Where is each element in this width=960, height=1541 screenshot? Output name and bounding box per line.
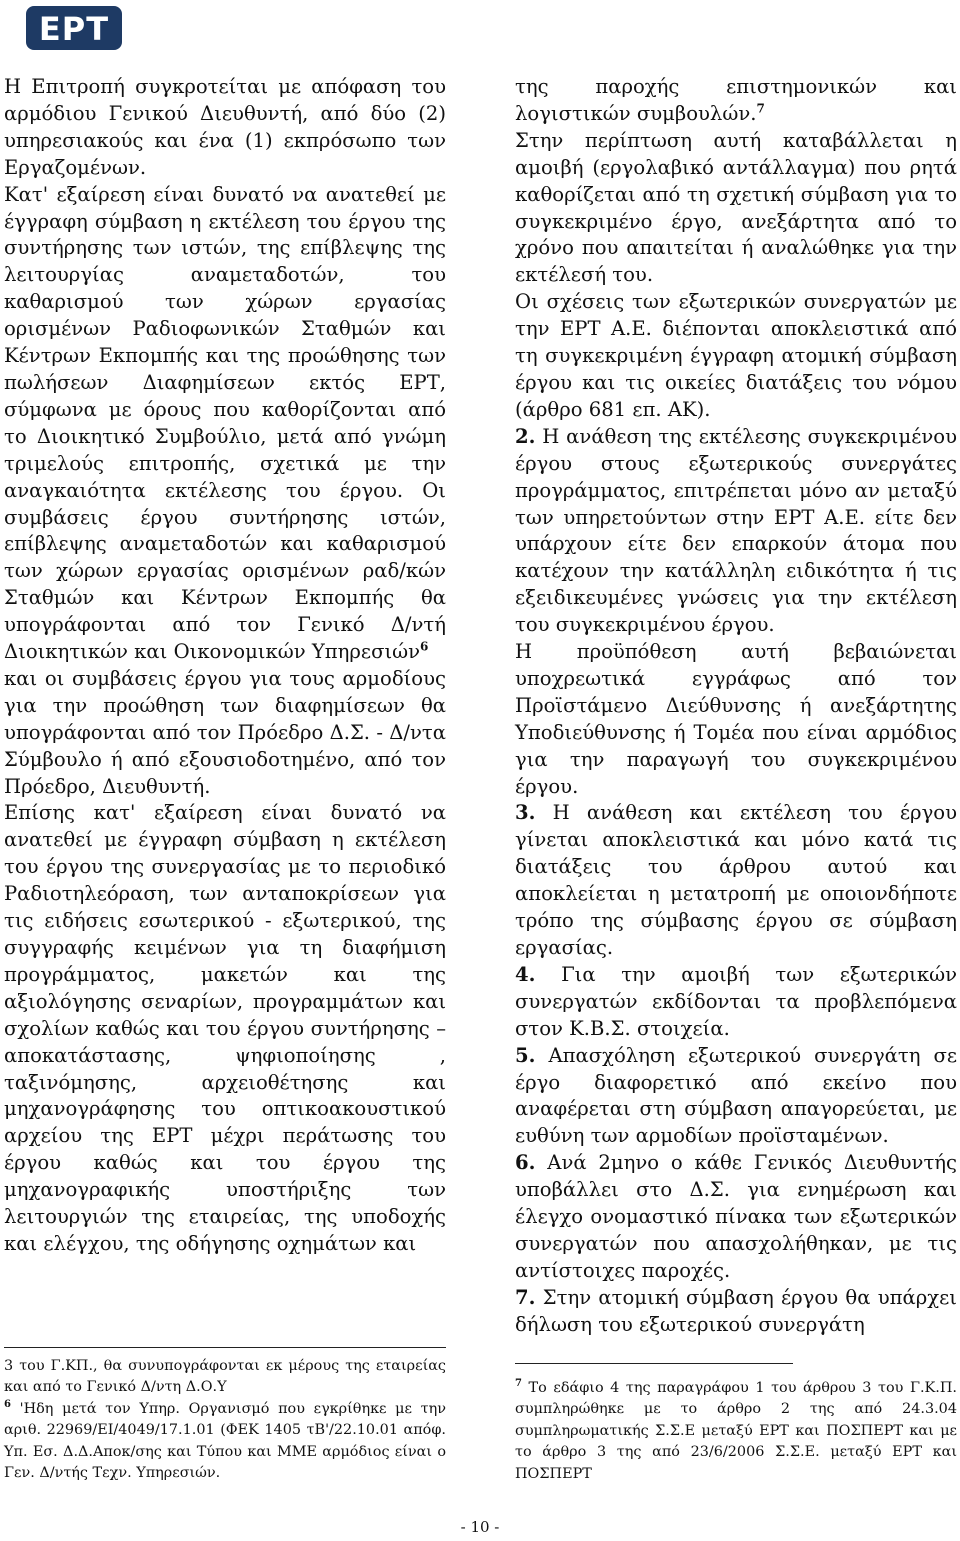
footnote-text: Το εδάφιο 4 της παραγράφου 1 του άρθρου 3 του Γ.Κ.Π. συμπληρώθηκε με το άρθρο 2 της από 24.3.04 συμπληρωματικής Σ.Σ.Ε μεταξύ ΕΡΤ και ΠΟΣΠΕΡΤ και με το άρθρο 3 της από 23/6/2006 Σ.Σ.Ε. μεταξύ ΕΡΤ και ΠΟΣΠΕΡΤ [515,1380,957,1482]
section-7 [515,1285,957,1339]
section-number: 7. [515,1285,536,1309]
left-column [4,74,446,1258]
section-text: Στην ατομική σύμβαση έργου θα υπάρχει δήλωση του εξωτερικού συνεργάτη [515,1285,957,1336]
section-6 [515,1150,957,1285]
logo-text: ΕΡΤ [38,10,110,48]
paragraph: και οι συμβάσεις έργου για τους αρμοδίους για την προώθηση των διαφημίσεων θα υπογράφονται από τον Πρόεδρο Δ.Σ. - Δ/ντα Σύμβουλο ή από εξουσιοδοτημένο, από τον Πρόεδρο, Διευθυντή. [4,666,446,798]
ert-logo-mark [26,6,122,50]
section-text: Ανά 2μηνο ο κάθε Γενικός Διευθυντής υποβάλλει στο Δ.Σ. για ενημέρωση και έλεγχο ονομαστικό πίνακα των εξωτερικών συνεργατών που απασχολήθηκαν, με τις αντίστοιχες παροχές. [515,1151,957,1282]
section-number: 5. [515,1043,536,1067]
section-number: 4. [515,962,536,986]
section-number: 3. [515,801,536,825]
section-number: 6. [515,1151,536,1175]
section-5 [515,1043,957,1151]
section-text: Η ανάθεση και εκτέλεση του έργου γίνεται αποκλειστικά και μόνο κατά τις διατάξεις του άρθρου αυτού και αποκλείεται η μετατροπή με οποιονδήποτε τρόπο της σύμβασης έργου σε σύμβαση εργασίας. [515,801,957,959]
paragraph: Στην περίπτωση αυτή καταβάλλεται η αμοιβή (εργολαβικό αντάλλαγμα) που ρητά καθορίζεται από τη σχετική σύμβαση για το συγκεκριμένο έργο, ανεξάρτητα από το χρόνο που απαιτείται ή αναλώθηκε για την εκτέλεσή του. [515,128,957,287]
footnote-ref-7[interactable]: 7 [756,101,765,116]
section-text: Η ανάθεση της εκτέλεσης συγκεκριμένου έργου στους εξωτερικούς συνεργάτες προγράμματος, επιτρέπεται μόνο αν μεταξύ των υπηρετούντων στην ΕΡΤ Α.Ε. είτε δεν υπάρχουν είτε δεν επαρκούν άτομα που κατέχουν την κατάλληλη ειδικότητα ή τις εξειδικευμένες γνώσεις για την εκτέλεση του συγκεκριμένου έργου. [515,424,957,637]
footnote-divider-left [4,1347,446,1348]
section-4 [515,962,957,1043]
section-number: 2. [515,424,536,448]
page-number: - 10 - [460,1518,500,1536]
footnote-7 [515,1378,957,1485]
paragraph: Επίσης κατ' εξαίρεση είναι δυνατό να ανατεθεί με έγγραφη σύμβαση η εκτέλεση του έργου της συνεργασίας με το περιοδικό Ραδιοτηλεόραση, των ανταποκρίσεων για τις ειδήσεις εσωτερικού - εξωτερικού, της συγγραφής κειμένων για τη διαφήμιση προγράμματος, μακετών και της αξιολόγησης σεναρίων, προγραμμάτων και σχολίων καθώς και του έργου συντήρησης – αποκατάστασης, ψηφιοποίησης , ταξινόμησης, αρχειοθέτησης και μηχανογράφησης του οπτικοακουστικού αρχείου της ΕΡΤ μέχρι περάτωσης του έργου καθώς και του έργου της μηχανογραφικής υποστήριξης των λειτουργιών της εταιρείας, της υποδοχής και ελέγχου, της οδήγησης οχημάτων και [4,801,446,1255]
paragraph [515,74,957,128]
footnotes-right [515,1378,957,1485]
footnote-6 [4,1399,446,1485]
paragraph-text: Κατ' εξαίρεση είναι δυνατό να ανατεθεί με έγγραφη σύμβαση η εκτέλεση του έργου της συντήρησης των ιστών, της επίβλεψης της λειτουργίας αναμεταδοτών, του καθαρισμού των χώρων εργασίας ορισμένων Ραδιοφωνικών Σταθμών και Κέντρων Εκπομπής και της προώθησης των πωλήσεων Διαφημίσεων εκτός ΕΡΤ, σύμφωνα με όρους που καθορίζονται από το Διοικητικό Συμβούλιο, μετά από γνώμη τριμελούς επιτροπής, σχετικά με την αναγκαιότητα εκτέλεσης του έργου. Οι συμβάσεις έργου συντήρησης ιστών, επίβλεψης αναμεταδοτών και καθαρισμού των χώρων εργασίας ορισμένων ραδ/κών Σταθμών και Κέντρων Εκπομπής θα υπογράφονται από τον Γενικό Δ/ντή Διοικητικών και Οικονομικών Υπηρεσιών [4,182,446,664]
section-text: Απασχόληση εξωτερικού συνεργάτη σε έργο διαφορετικό από εκείνο που αναφέρεται στη σύμβαση απαγορεύεται, με ευθύνη των αρμοδίων προϊσταμένων. [515,1043,957,1148]
footnote-ref-6[interactable]: 6 [420,639,429,654]
footnote-continuation: 3 του Γ.ΚΠ., θα συνυπογράφονται εκ μέρους της εταιρείας και από το Γενικό Δ/ντη Δ.Ο.Υ [4,1358,446,1396]
section-3 [515,800,957,961]
footnote-text: 'Ηδη μετά τον Υπηρ. Οργανισμό που εγκρίθηκε με την αριθ. 22969/ΕΙ/4049/17.1.01 (ΦΕΚ 1405 τΒ'/22.10.01 απόφ. Υπ. Εσ. Δ.Δ.Αποκ/σης και Τύπου και ΜΜΕ αρμόδιος είναι ο Γεν. Δ/ντής Τεχν. Υπηρεσιών. [4,1400,446,1482]
paragraph: Οι σχέσεις των εξωτερικών συνεργατών με την ΕΡΤ Α.Ε. διέπονται αποκλειστικά από τη συγκεκριμένη έγγραφη ατομική σύμβαση έργου και τις οικείες διατάξεις του νόμου (άρθρο 681 επ. ΑΚ). [515,290,957,421]
paragraph-text: της παροχής επιστημονικών και λογιστικών συμβουλών. [515,75,957,125]
ert-logo [26,6,122,50]
footnote-mark: 6 [4,1399,11,1411]
paragraph: Η προϋπόθεση αυτή βεβαιώνεται υποχρεωτικά εγγράφως από τον Προϊστάμενο Διεύθυνσης ή ανεξάρτητης Υποδιεύθυνσης ή Τομέα που είναι αρμόδιος για την παραγωγή του συγκεκριμένου έργου. [515,640,957,798]
footnote-mark: 7 [515,1378,522,1390]
section-2 [515,424,957,639]
paragraph: Η Επιτροπή συγκροτείται με απόφαση του αρμόδιου Γενικού Διευθυντή, από δύο (2) υπηρεσιακούς και ένα (1) εκπρόσωπο των Εργαζομένων. [4,75,446,179]
paragraph [4,182,446,666]
footnote-divider-right [515,1363,793,1364]
right-column [515,74,957,1339]
footnotes-left [4,1356,446,1484]
section-text: Για την αμοιβή των εξωτερικών συνεργατών εκδίδονται τα προβλεπόμενα στον Κ.Β.Σ. στοιχεία. [515,962,957,1040]
